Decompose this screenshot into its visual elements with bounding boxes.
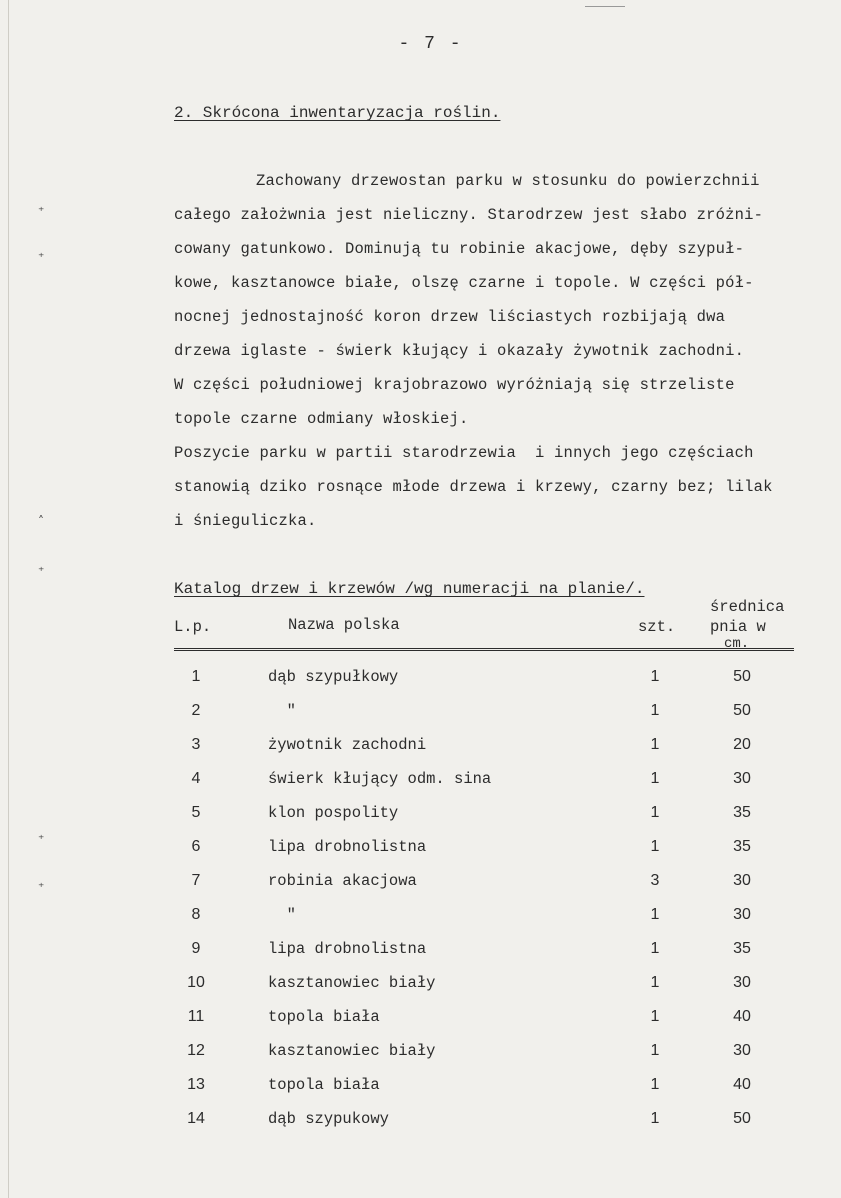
paragraph-line: Zachowany drzewostan parku w stosunku do powierzchnii — [256, 172, 760, 190]
cell-name: " — [268, 702, 296, 720]
cell-srednica: 30 — [733, 1042, 751, 1059]
cell-lp: 9 — [191, 940, 201, 957]
paragraph-line: topole czarne odmiany włoskiej. — [174, 410, 469, 428]
cell-srednica: 30 — [733, 974, 751, 991]
table-row — [0, 668, 841, 700]
cell-name: świerk kłujący odm. sina — [268, 770, 492, 788]
page-number: - 7 - — [398, 34, 463, 54]
cell-srednica: 40 — [733, 1076, 751, 1093]
cell-lp: 6 — [191, 838, 201, 855]
table-row — [0, 804, 841, 836]
cell-name: " — [268, 906, 296, 924]
paragraph-line: stanowią dziko rosnące młode drzewa i krzewy, czarny bez; lilak — [174, 478, 773, 496]
cell-name: dąb szypukowy — [268, 1110, 389, 1128]
margin-mark: ˄ — [38, 514, 44, 528]
table-row — [0, 736, 841, 768]
paragraph-line: Poszycie parku w partii starodrzewia i innych jego częściach — [174, 444, 754, 462]
cell-szt: 1 — [650, 770, 660, 787]
cell-srednica: 30 — [733, 872, 751, 889]
cell-szt: 1 — [650, 702, 660, 719]
cell-srednica: 20 — [733, 736, 751, 753]
cell-name: topola biała — [268, 1008, 380, 1026]
cell-srednica: 35 — [733, 838, 751, 855]
header-pnia: pnia w — [710, 618, 766, 636]
cell-szt: 1 — [650, 1110, 660, 1127]
cell-name: kasztanowiec biały — [268, 974, 436, 992]
table-row — [0, 770, 841, 802]
table-row — [0, 872, 841, 904]
cell-srednica: 50 — [733, 668, 751, 685]
table-row — [0, 1008, 841, 1040]
paragraph-line: cowany gatunkowo. Dominują tu robinie akacjowe, dęby szypuł- — [174, 240, 745, 258]
header-rule — [174, 648, 794, 651]
header-lp: L.p. — [174, 618, 212, 636]
cell-srednica: 30 — [733, 770, 751, 787]
margin-mark: ⁺ — [38, 250, 45, 264]
cell-name: robinia akacjowa — [268, 872, 417, 890]
catalog-title: Katalog drzew i krzewów /wg numeracji na planie/. — [174, 580, 645, 598]
table-row — [0, 1042, 841, 1074]
cell-lp: 5 — [191, 804, 201, 821]
cell-szt: 1 — [650, 736, 660, 753]
table-row — [0, 940, 841, 972]
table-row — [0, 906, 841, 938]
table-row — [0, 838, 841, 870]
cell-lp: 3 — [191, 736, 201, 753]
paragraph-line: całego założwnia jest nieliczny. Starodrzew jest słabo zróżni- — [174, 206, 764, 224]
paragraph-line: drzewa iglaste - świerk kłujący i okazały żywotnik zachodni. — [174, 342, 745, 360]
cell-name: żywotnik zachodni — [268, 736, 427, 754]
paragraph-line: nocnej jednostajność koron drzew liściastych rozbijają dwa — [174, 308, 726, 326]
header-name: Nazwa polska — [288, 616, 400, 634]
cell-szt: 1 — [650, 1076, 660, 1093]
cell-name: lipa drobnolistna — [268, 940, 427, 958]
margin-mark: ⁺ — [38, 564, 45, 578]
cell-szt: 1 — [650, 906, 660, 923]
table-row — [0, 974, 841, 1006]
cell-lp: 13 — [187, 1076, 205, 1093]
cell-szt: 1 — [650, 974, 660, 991]
cell-srednica: 30 — [733, 906, 751, 923]
cell-szt: 1 — [650, 1042, 660, 1059]
cell-srednica: 40 — [733, 1008, 751, 1025]
cell-szt: 1 — [650, 1008, 660, 1025]
margin-mark: ⁺ — [38, 204, 45, 218]
cell-srednica: 50 — [733, 1110, 751, 1127]
header-szt: szt. — [638, 618, 676, 636]
paragraph-line: kowe, kasztanowce białe, olszę czarne i topole. W części pół- — [174, 274, 754, 292]
header-cm: cm. — [724, 636, 750, 652]
table-row — [0, 702, 841, 734]
cell-lp: 10 — [187, 974, 205, 991]
cell-szt: 1 — [650, 940, 660, 957]
margin-mark: ⁺ — [38, 880, 45, 894]
margin-mark: ⁺ — [38, 832, 45, 846]
cell-lp: 8 — [191, 906, 201, 923]
cell-srednica: 50 — [733, 702, 751, 719]
cell-szt: 1 — [650, 804, 660, 821]
cell-lp: 12 — [187, 1042, 205, 1059]
cell-name: lipa drobnolistna — [268, 838, 427, 856]
cell-szt: 1 — [650, 668, 660, 685]
cell-lp: 11 — [187, 1008, 205, 1025]
cell-name: kasztanowiec biały — [268, 1042, 436, 1060]
cell-szt: 1 — [650, 838, 660, 855]
scan-top-mark — [585, 0, 625, 7]
cell-lp: 2 — [191, 702, 201, 719]
cell-name: dąb szypułkowy — [268, 668, 399, 686]
table-row — [0, 1076, 841, 1108]
cell-name: topola biała — [268, 1076, 380, 1094]
table-row — [0, 1110, 841, 1142]
paragraph-line: i śnieguliczka. — [174, 512, 317, 530]
cell-lp: 1 — [191, 668, 201, 685]
cell-srednica: 35 — [733, 804, 751, 821]
cell-name: klon pospolity — [268, 804, 399, 822]
cell-lp: 7 — [191, 872, 201, 889]
cell-lp: 14 — [187, 1110, 205, 1127]
cell-szt: 3 — [650, 872, 660, 889]
section-title: 2. Skrócona inwentaryzacja roślin. — [174, 104, 501, 122]
cell-srednica: 35 — [733, 940, 751, 957]
cell-lp: 4 — [191, 770, 201, 787]
paragraph-line: W części południowej krajobrazowo wyróżniają się strzeliste — [174, 376, 735, 394]
header-srednica: średnica — [710, 598, 785, 616]
